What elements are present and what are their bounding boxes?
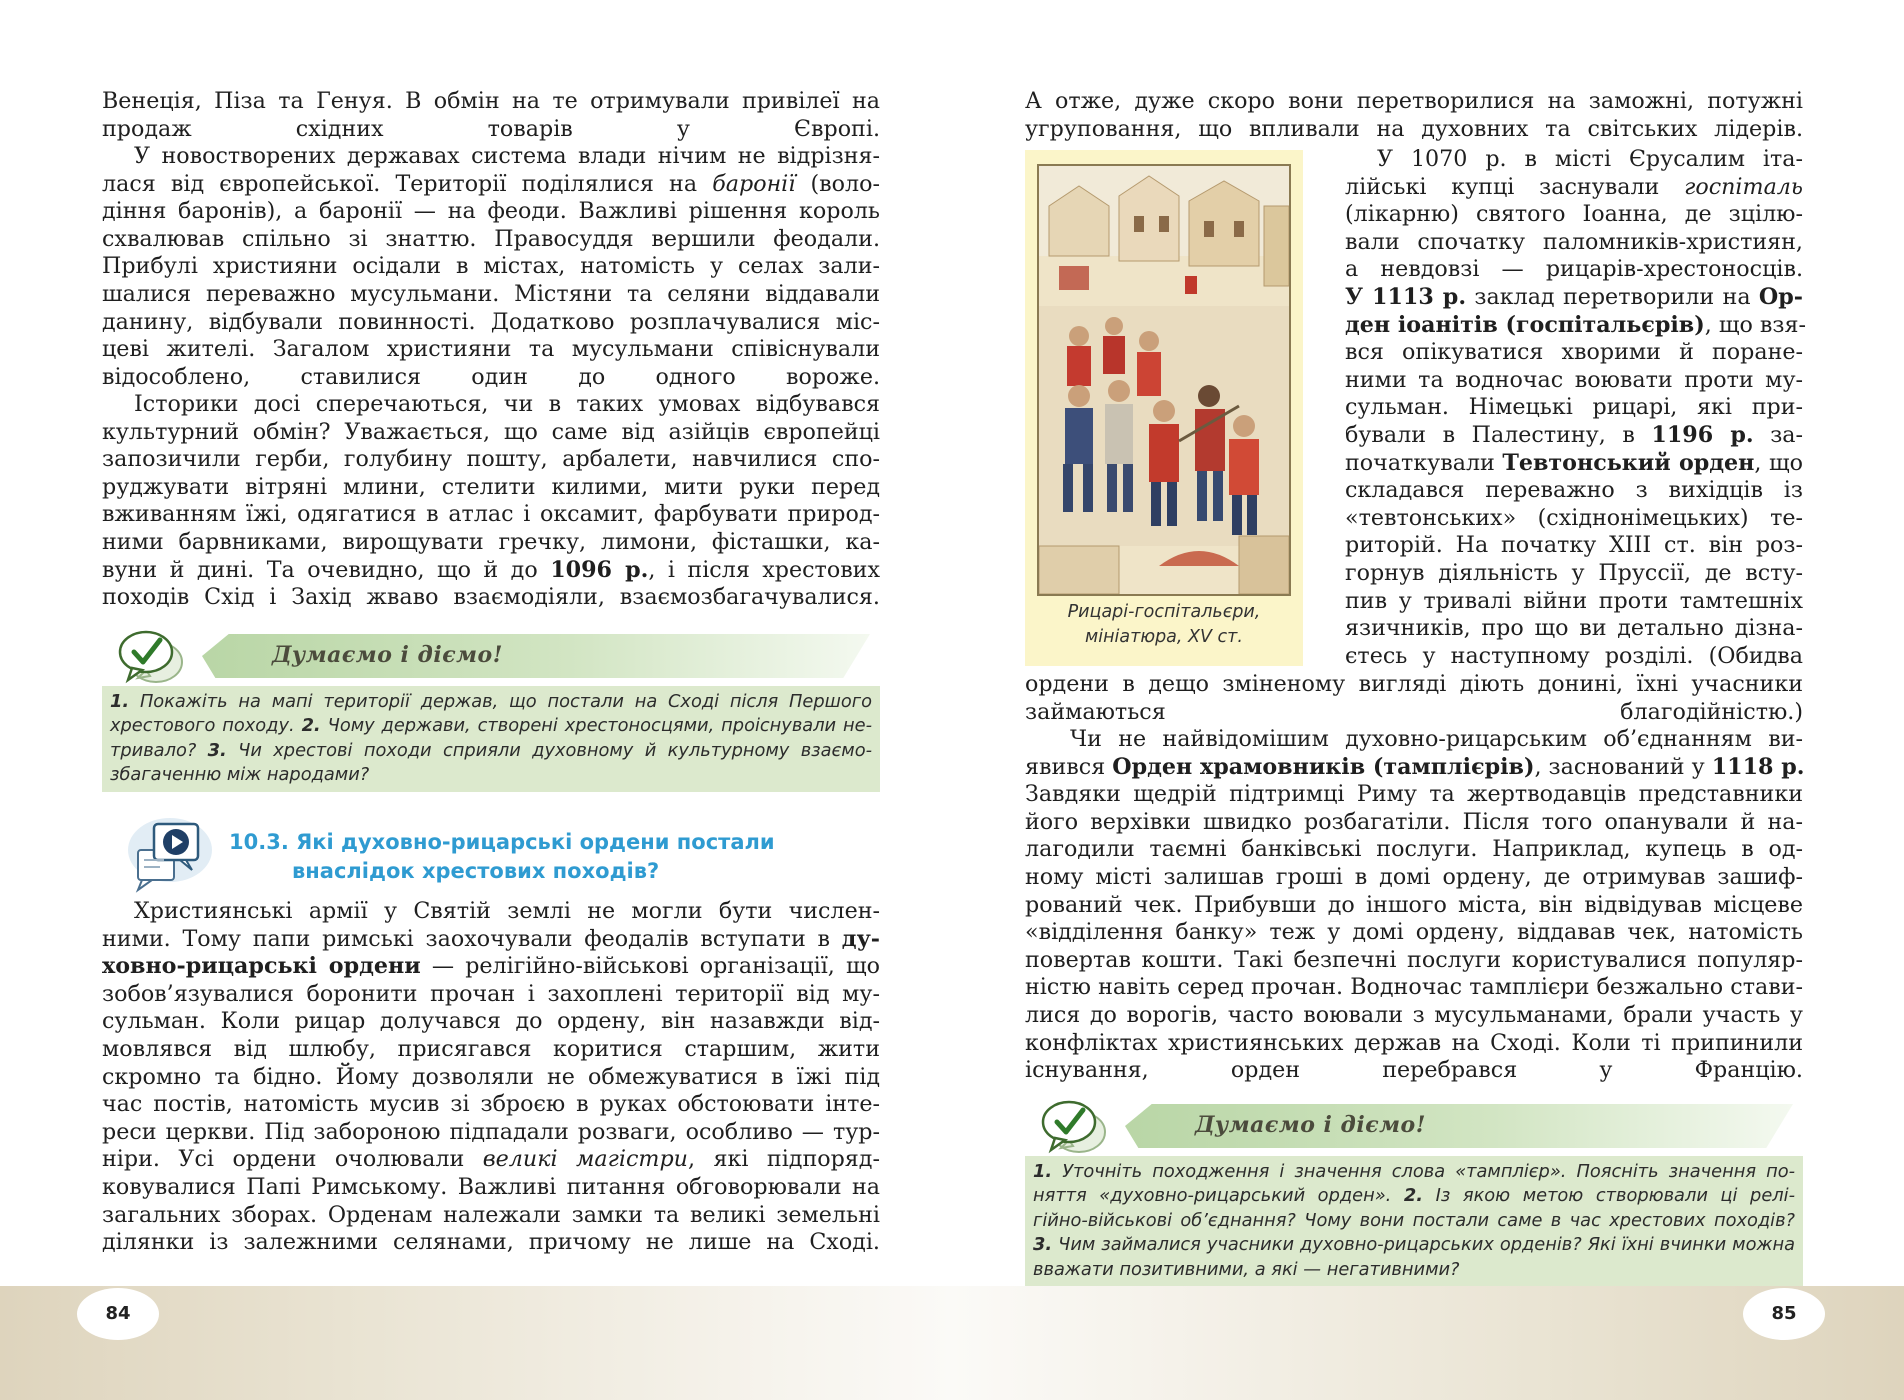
- page-footer: [0, 1286, 1904, 1400]
- question-line: няття «духовно-рицарський орден». 2. Із якою метою створювали ці релі-: [1033, 1185, 1795, 1207]
- page-number-left: 84: [77, 1288, 159, 1340]
- text-line: скромно та бідно. Йому дозволяли не обмежуватися в їжі під: [102, 1063, 880, 1090]
- section-title: [229, 828, 775, 886]
- text-line: ними. Тому папи римські заохочували феодалів вступати в ду-: [102, 925, 880, 952]
- text-line: сульман. Німецькі рицарі, які при-: [1345, 394, 1803, 421]
- text-line: запозичили герби, голубину пошту, арбалети, навчилися спо-: [102, 446, 880, 473]
- section-heading: [102, 816, 880, 906]
- text-line: Історики досі сперечаються, чи в таких умовах відбувався: [134, 391, 880, 417]
- text-line: лійські купці заснували госпіталь: [1345, 173, 1803, 200]
- text-line: (лікарню) святого Іоанна, де зцілю-: [1345, 201, 1803, 228]
- text-line: явився Орден храмовників (тамплієрів), заснований у 1118 р.: [1025, 753, 1805, 780]
- text-line: «відділення банку» теж у домі ордену, віддавав чек, натомість: [1025, 919, 1803, 946]
- text-line: ному місті залишав гроші в домі ордену, де отримував зашиф-: [1025, 863, 1803, 890]
- text-line: пив у тривалі війни проти тамтешніх: [1345, 587, 1803, 614]
- text-line: вживанням їжі, одягатися в атлас і оксамит, фарбувати природ-: [102, 501, 880, 528]
- term-teutonic: Тевтонський орден: [1502, 449, 1755, 476]
- checkmark-bubble-icon: [1039, 1096, 1109, 1156]
- text-line: вали спочатку паломників-християн,: [1345, 228, 1803, 255]
- text-line: руджувати вітряні млини, стелити килими, мити руки перед: [102, 473, 880, 500]
- miniature-illustration: [1039, 166, 1289, 594]
- text-line: лася від європейської. Території поділялися на баронії (воло-: [102, 170, 880, 197]
- text-line: відособлено, ставилися один до одного вороже.: [102, 363, 880, 390]
- text-line: Християнські армії у Святій землі не могли бути числен-: [134, 898, 880, 924]
- paragraph-1: [1025, 88, 1803, 143]
- text-line: ними барвниками, вирощувати гречку, лимони, фісташки, ка-: [102, 528, 880, 555]
- text-line: Прибулі християни осідали в містах, натомість у селах зали-: [102, 253, 880, 280]
- term-hospital: госпіталь: [1684, 173, 1803, 200]
- text-line: Венеція, Піза та Генуя. В обмін на те отримували привілеї на: [102, 88, 880, 114]
- text-line: язичників, про що ви детально дізна-: [1345, 615, 1803, 642]
- text-line: реси церкви. Під забороною підпадали розваги, особливо — тур-: [102, 1118, 880, 1145]
- paragraph-1: [102, 88, 880, 143]
- text-line: У 1070 р. в місті Єрусалим іта-: [1377, 146, 1803, 172]
- think-questions: [1025, 1156, 1803, 1286]
- checkmark-bubble-icon: [116, 626, 186, 686]
- text-line: продаж східних товарів у Європі.: [102, 115, 880, 142]
- text-line: вуни й дині. Та очевидно, що й до 1096 р., і після хрестових: [102, 556, 880, 583]
- think-title: Думаємо і діємо!: [272, 642, 503, 668]
- text-line: його верхівки швидко розбагатіли. Після того опанували й на-: [1025, 808, 1803, 835]
- text-line: угруповання, що впливали на духовних та світських лідерів.: [1025, 115, 1803, 142]
- text-line: а невдовзі — рицарів-хрестоносців.: [1345, 256, 1803, 283]
- text-line: повертав кошти. Такі безпечні послуги користувалися популяр-: [1025, 946, 1803, 973]
- text-line: складався переважно з вихідців із: [1345, 477, 1803, 504]
- text-line: ховно-рицарські ордени — релігійно-військові організації, що: [102, 953, 880, 980]
- text-line: Завдяки щедрій підтримці Риму та жертводавців представники: [1025, 781, 1803, 808]
- paragraph-2-wrap: [1345, 146, 1806, 670]
- caption-line: Рицарі-госпітальєри,: [1067, 602, 1261, 622]
- video-play-bubble-icon: [124, 816, 214, 896]
- text-line: схвалював спільно зі знаттю. Правосуддя вершили феодали.: [102, 225, 880, 252]
- text-line: ністю навіть серед прочан. Водночас тамплієри безжально стави-: [1025, 974, 1803, 1001]
- question-line: тривало? 3. Чи хрестові походи сприяли духовному й культурному взаємо-: [110, 739, 872, 761]
- term-baronii: баронії: [712, 170, 796, 197]
- think-banner: [102, 626, 880, 686]
- paragraph-4: [102, 898, 880, 1257]
- text-line: зобов’язувалися боронити прочан і захоплені території від му-: [102, 980, 880, 1007]
- text-line: Чи не найвідомішим духовно-рицарським об’єднанням ви-: [1070, 726, 1803, 752]
- text-line: мовлявся від шлюбу, присягався коритися старшим, жити: [102, 1035, 880, 1062]
- text-line: бували в Палестину, в 1196 р. за-: [1345, 421, 1804, 448]
- text-line: ден іоанітів (госпітальєрів), що взя-: [1345, 311, 1806, 338]
- section-title-line-1: 10.3. Які духовно-рицарські ордени постали: [229, 830, 775, 854]
- text-line: У 1113 р. заклад перетворили на Ор-: [1345, 283, 1803, 310]
- think-box-1: [102, 626, 880, 792]
- figure-knights: [1025, 150, 1303, 666]
- question-line: гійно-військові об’єднання? Чому вони постали саме в час хрестових походів?: [1033, 1209, 1795, 1231]
- text-line: вся опікуватися хворими й поране-: [1345, 339, 1803, 366]
- text-line: ковувалися Папі Римському. Важливі питання обговорювали на: [102, 1173, 880, 1200]
- caption-line: мініатюра, XV ст.: [1085, 627, 1243, 647]
- term-ioanity: ден іоанітів (госпітальєрів): [1345, 311, 1705, 338]
- think-title: Думаємо і діємо!: [1195, 1112, 1426, 1138]
- text-line: риторій. На початку XIII ст. він роз-: [1345, 532, 1803, 559]
- figure-caption: [1025, 600, 1303, 650]
- paragraph-3: [1025, 726, 1803, 1085]
- paragraph-3: [102, 391, 880, 612]
- text-line: ділянки із залежними селянами, причому не лише на Сході.: [102, 1229, 880, 1256]
- term-templars: Орден храмовників (тамплієрів): [1112, 753, 1535, 780]
- text-line: лагодили таємні банківські послуги. Наприклад, купець в од-: [1025, 836, 1803, 863]
- text-line: займаються благодійністю.): [1025, 698, 1803, 725]
- text-line: існування, орден перебрався у Францію.: [1025, 1057, 1803, 1084]
- text-line: початкували Тевтонський орден, що: [1345, 449, 1803, 476]
- text-line: загальних зборах. Орденам належали замки та великі земельні: [102, 1201, 880, 1228]
- section-title-line-2: внаслідок хрестових походів?: [292, 859, 660, 883]
- term-magistry: великі магістри: [482, 1146, 688, 1173]
- text-line: час постів, натомість мусив зі зброєю в руках обстоювати інте-: [102, 1091, 880, 1118]
- text-line: ніри. Усі ордени очолювали великі магістри, які підпоряд-: [102, 1146, 880, 1173]
- question-line: 1. Покажіть на мапі території держав, що постали на Сході після Першого: [110, 691, 872, 712]
- text-line: рований чек. Прибувши до іншого міста, він відвідував місцеве: [1025, 891, 1803, 918]
- text-line: єтесь у наступному розділі. (Обидва: [1345, 642, 1803, 669]
- text-line: конфліктах християнських держав на Сході. Коли ті припинили: [1025, 1029, 1803, 1056]
- term-orders: ховно-рицарські ордени: [102, 953, 421, 980]
- page-number-right: 85: [1743, 1288, 1825, 1340]
- text-line: горнув діяльність у Пруссії, де всту-: [1345, 559, 1803, 586]
- text-line: походів Схід і Захід жваво взаємодіяли, взаємозбагачувалися.: [102, 584, 880, 611]
- question-line: 1. Уточніть походження і значення слова «тамплієр». Поясніть значення по-: [1033, 1161, 1795, 1182]
- question-line: 3. Чим займалися учасники духовно-рицарських орденів? Які їхні вчинки можна: [1033, 1234, 1795, 1256]
- miniature-image: [1037, 164, 1291, 596]
- paragraph-2-end: [1025, 671, 1803, 726]
- text-line: цеві жителі. Загалом християни та мусульмани співіснували: [102, 336, 880, 363]
- think-banner: [1025, 1096, 1803, 1156]
- text-line: шалися переважно мусульмани. Містяни та селяни віддавали: [102, 280, 880, 307]
- text-line: лися до ворогів, часто воювали з мусульманами, брали участь у: [1025, 1001, 1803, 1028]
- text-line: ордени в дещо зміненому вигляді діють донині, їхні учасники: [1025, 671, 1803, 697]
- text-line: культурний обмін? Уважається, що саме від азійців європейці: [102, 418, 880, 445]
- text-line: данину, відбували повинності. Додатково розплачувалися міс-: [102, 308, 880, 335]
- think-box-2: [1025, 1096, 1803, 1286]
- text-line: У новостворених державах система влади нічим не відрізня-: [134, 143, 880, 169]
- text-line: А отже, дуже скоро вони перетворилися на заможні, потужні: [1025, 88, 1803, 114]
- think-questions: [102, 686, 880, 792]
- text-line: ними та водночас воювати проти му-: [1345, 366, 1803, 393]
- paragraph-2: [102, 143, 880, 391]
- date-1096: 1096 р.: [550, 556, 649, 583]
- text-line: діння баронів), а баронії — на феоди. Важливі рішення король: [102, 198, 880, 225]
- question-line: хрестового походу. 2. Чому держави, створені хрестоносцями, проіснували не-: [110, 715, 873, 737]
- question-line: збагаченню між народами?: [110, 764, 370, 786]
- question-line: вважати позитивними, а які — негативними?: [1033, 1258, 1460, 1280]
- text-line: сульман. Коли рицар долучався до ордену, він назавжди від-: [102, 1008, 880, 1035]
- text-line: «тевтонських» (східнонімецьких) те-: [1345, 504, 1803, 531]
